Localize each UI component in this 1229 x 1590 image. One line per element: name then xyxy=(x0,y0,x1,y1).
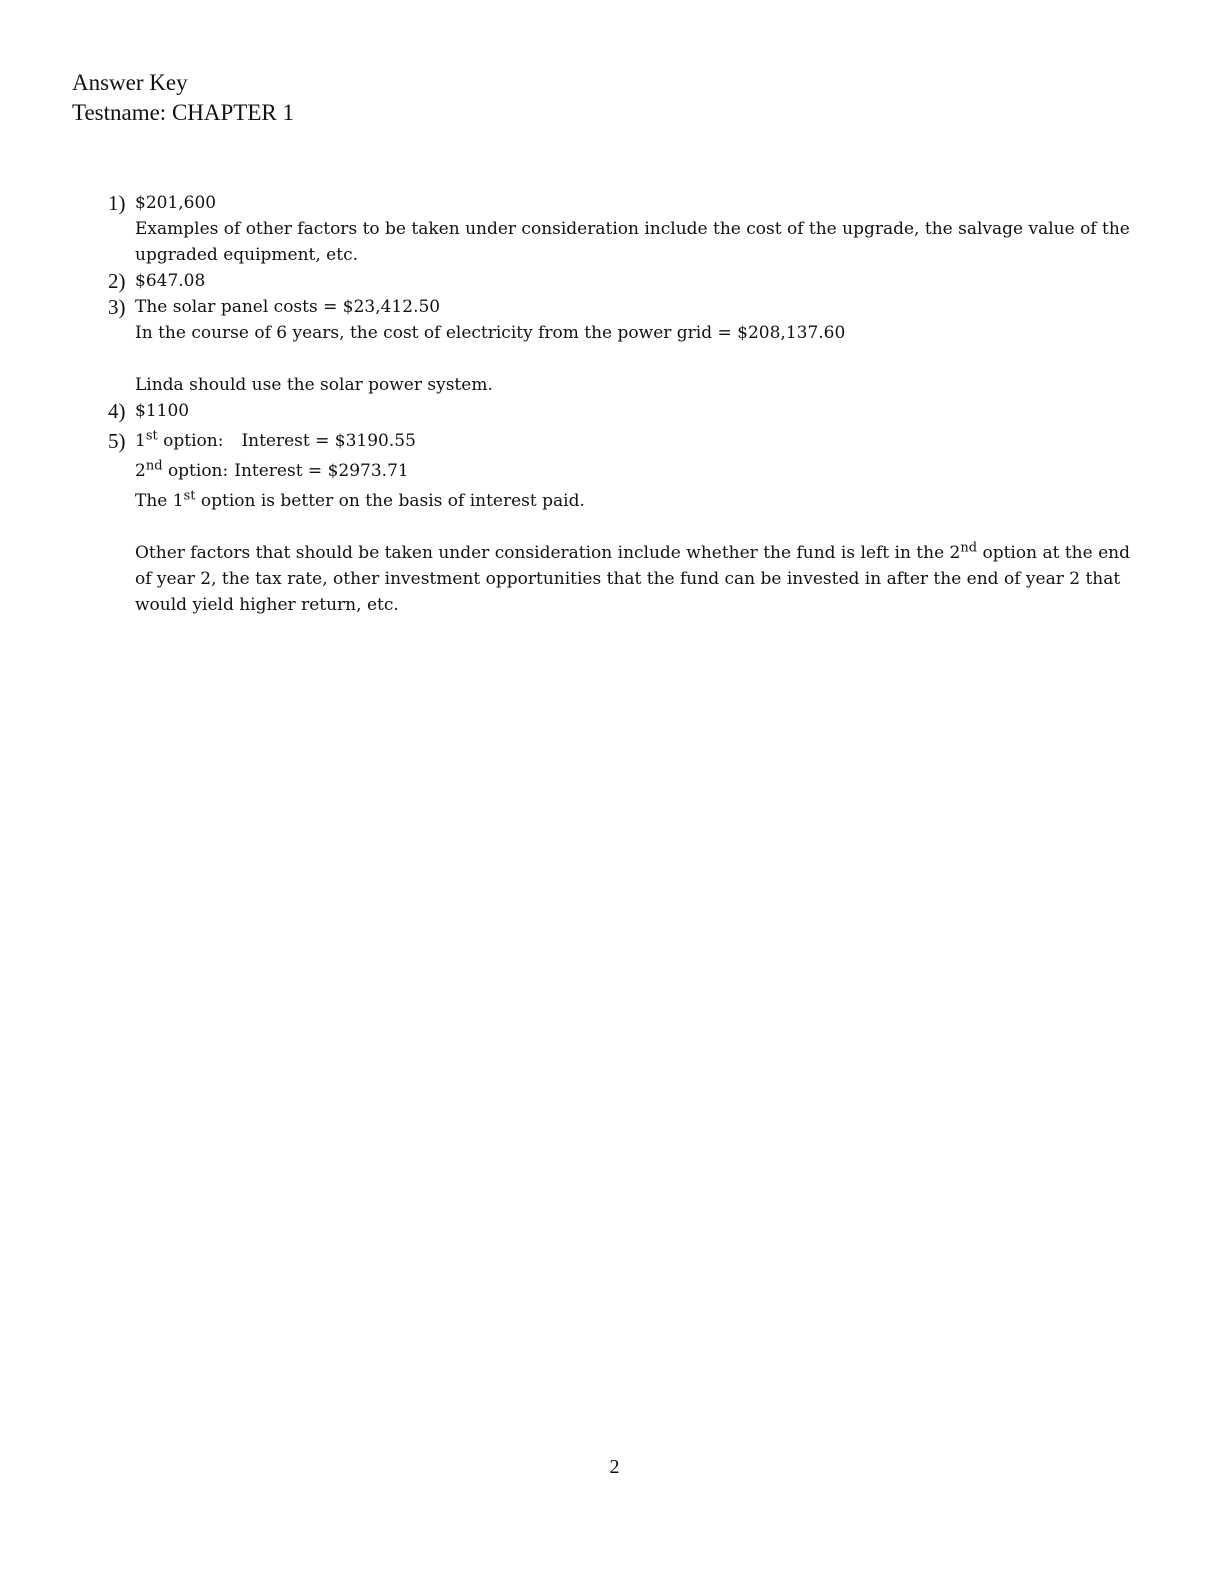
option-2-line xyxy=(135,458,1138,484)
option-2-number: 2 xyxy=(135,461,146,481)
answer-value: $647.08 xyxy=(135,271,206,291)
answer-2 xyxy=(108,268,1138,294)
better-text-end: option is better on the basis of interest paid. xyxy=(200,491,585,511)
option-1-number: 1 xyxy=(135,431,146,451)
answer-number: 4) xyxy=(108,399,126,423)
page-number: 2 xyxy=(609,1456,620,1478)
answer-3 xyxy=(108,294,1138,398)
option-2-label: option: xyxy=(167,461,229,481)
option-1-line xyxy=(135,428,1138,454)
answer-number: 2) xyxy=(108,269,126,293)
option-2-interest: Interest = $2973.71 xyxy=(234,461,409,481)
better-ordinal: st xyxy=(183,488,196,504)
answer-explanation: Examples of other factors to be taken under consideration include the cost of the upgrade, the salvage value of the upgraded equipment, etc. xyxy=(135,219,1130,265)
header-title: Answer Key xyxy=(72,70,188,95)
option-1-interest: Interest = $3190.55 xyxy=(241,431,416,451)
answer-list xyxy=(108,190,1138,618)
option-2-ordinal: nd xyxy=(145,458,163,474)
other-factors-ordinal: nd xyxy=(960,540,978,556)
answer-value: $1100 xyxy=(135,401,190,421)
option-1-ordinal: st xyxy=(145,428,158,444)
answer-line: The solar panel costs = $23,412.50 xyxy=(135,297,441,317)
better-text-start: The 1 xyxy=(135,491,184,511)
answer-number: 3) xyxy=(108,295,126,319)
answer-conclusion: Linda should use the solar power system. xyxy=(135,375,493,395)
answer-4 xyxy=(108,398,1138,424)
answer-1 xyxy=(108,190,1138,268)
other-factors-start: Other factors that should be taken under consideration include whether the fund is left in the 2 xyxy=(135,543,961,563)
answer-number: 5) xyxy=(108,429,126,453)
answer-line: In the course of 6 years, the cost of electricity from the power grid = $208,137.60 xyxy=(135,323,846,343)
answer-5 xyxy=(108,428,1138,618)
answer-key-header xyxy=(72,68,294,128)
answer-value: $201,600 xyxy=(135,193,217,213)
option-1-label: option: xyxy=(163,431,224,451)
better-option-line xyxy=(135,488,1138,514)
other-factors-end: option at the end of year 2, the tax rate, other investment opportunities that the fund can be invested in after the end of year 2 that would yield higher return, etc. xyxy=(135,543,1130,615)
other-factors-paragraph xyxy=(135,540,1138,618)
header-testname: Testname: CHAPTER 1 xyxy=(72,100,294,125)
answer-number: 1) xyxy=(108,191,126,215)
